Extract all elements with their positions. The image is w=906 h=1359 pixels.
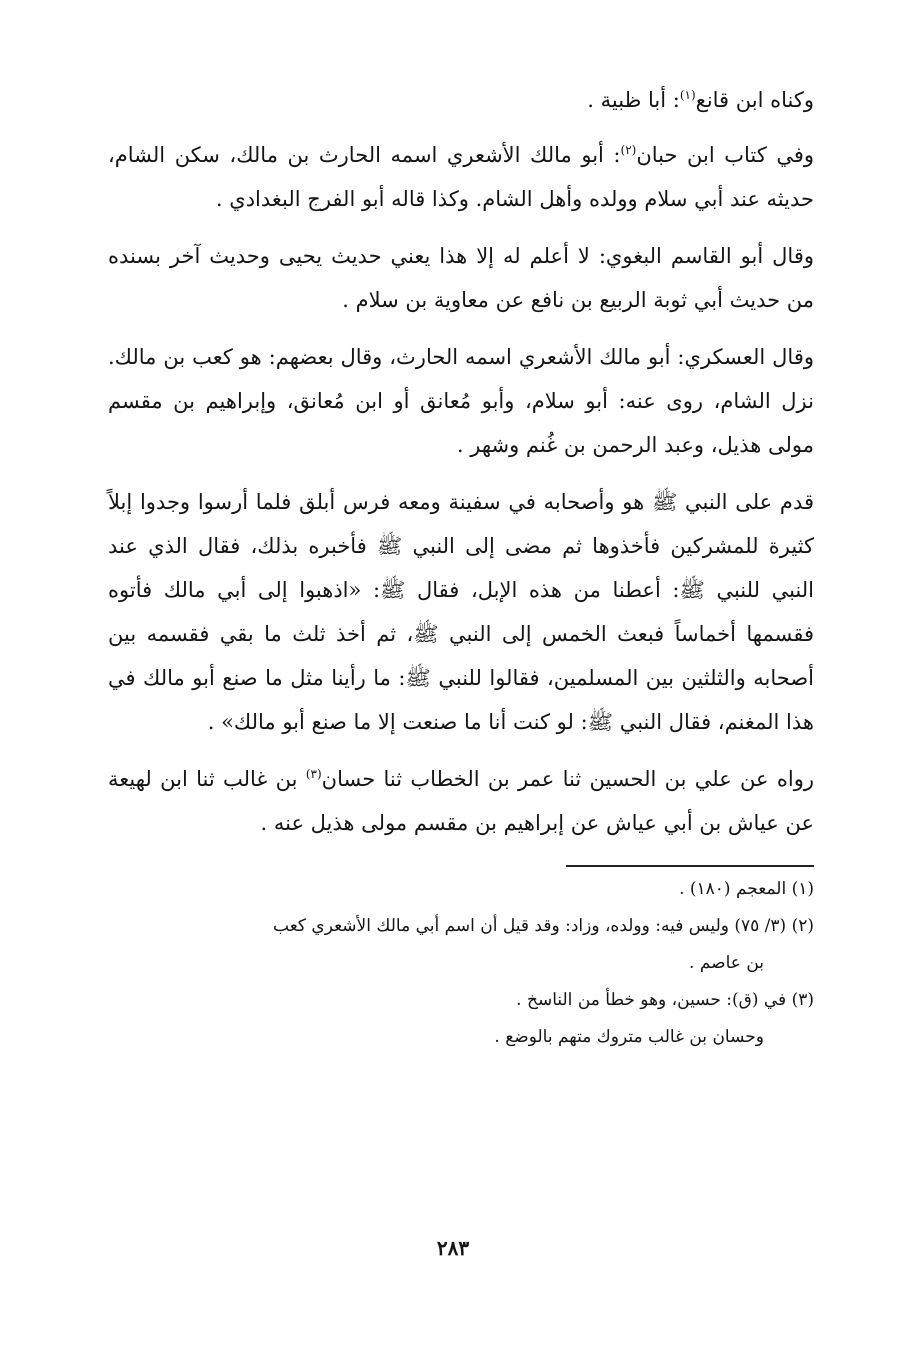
paragraph-askari: وقال العسكري: أبو مالك الأشعري اسمه الحارث، وقال بعضهم: هو كعب بن مالك. نزل الشام، روى عنه: أبو سلام، وأبو مُعانق أو ابن مُعانق، وإبراهيم بن مقسم مولى هذيل، وعبد الرحمن بن غُنم وشهر . — [108, 345, 814, 457]
footnote-ref-2: (٢) — [620, 143, 637, 157]
paragraph-text: وكناه ابن قانع — [695, 88, 814, 112]
page-body — [108, 78, 814, 1056]
page-number: ٢٨٣ — [436, 1236, 470, 1260]
paragraph-baghawi: وقال أبو القاسم البغوي: لا أعلم له إلا هذا يعني حديث يحيى وحديث آخر بسنده من حديث أبي ثوبة الربيع بن نافع عن معاوية بن سلام . — [108, 244, 814, 312]
footnote-3-continued: وحسان بن غالب متروك متهم بالوضع . — [494, 1027, 764, 1047]
paragraph-isnad — [108, 757, 814, 845]
footnote-ref-3: (٣) — [305, 767, 322, 781]
paragraph-text: بن غالب ثنا ابن لهيعة عن عياش بن أبي عياش عن إبراهيم بن مقسم مولى هذيل عنه . — [108, 767, 814, 835]
paragraph-hadith: قدم على النبي ﷺ هو وأصحابه في سفينة ومعه فرس أبلق فلما أرسوا وجدوا إبلاً كثيرة للمشركين فأخذوها ثم مضى إلى النبي ﷺ فأخبره بذلك، فقال الذي عند النبي للنبي ﷺ: أعطنا من هذه الإبل، فقال ﷺ: «اذهبوا إلى أبي مالك فأتوه فقسمها أخماساً فبعث الخمس إلى النبي ﷺ، ثم أخذ ثلث ما بقي فقسمه بين أصحابه والثلثين بين المسلمين، فقالوا للنبي ﷺ: ما رأينا مثل ما صنع أبو مالك في هذا المغنم، فقال النبي ﷺ: لو كنت أنا ما صنعت إلا ما صنع أبو مالك» . — [108, 490, 814, 734]
footnote-ref-1: (١) — [679, 88, 696, 102]
footnote-1: (١) المعجم (١٨٠) . — [679, 879, 814, 899]
paragraph-text: : أبو مالك الأشعري اسمه الحارث بن مالك، سكن الشام، حديثه عند أبي سلام وولده وأهل الشام. وكذا قاله أبو الفرج البغدادي . — [108, 143, 814, 211]
paragraph-text: رواه عن علي بن الحسين ثنا عمر بن الخطاب ثنا حسان — [321, 767, 814, 791]
footnote-2-continued: بن عاصم . — [689, 953, 764, 973]
paragraph-ibn-qani — [108, 78, 814, 122]
footnote-2: (٢) (٣/ ٧٥) وليس فيه: وولده، وزاد: وقد قيل أن اسم أبي مالك الأشعري كعب — [273, 916, 814, 936]
footnote-divider — [566, 865, 814, 867]
paragraph-text: : أبا ظبية . — [587, 88, 680, 112]
paragraph-text: وفي كتاب ابن حبان — [636, 143, 814, 167]
paragraph-ibn-hibban — [108, 133, 814, 221]
footnote-3: (٣) في (ق): حسين، وهو خطأ من الناسخ . — [516, 990, 814, 1010]
